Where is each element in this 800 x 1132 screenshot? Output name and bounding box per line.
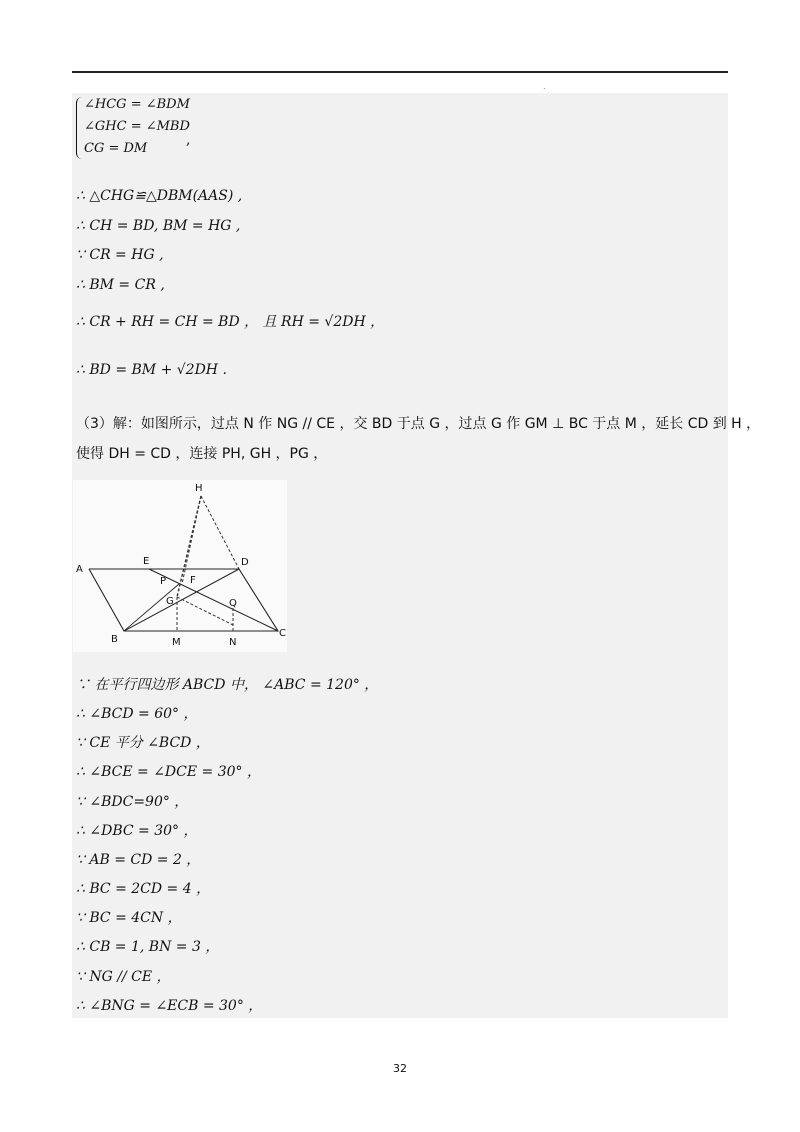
label-n: N bbox=[229, 637, 237, 648]
proof-line: ∴ BD = BM + √2DH . bbox=[76, 362, 227, 378]
proof-line: ∵ CR = HG , bbox=[76, 247, 164, 263]
header-dot: . bbox=[543, 82, 546, 91]
system-line-2: ∠GHC = ∠MBD bbox=[84, 119, 190, 134]
dashed-hd bbox=[201, 496, 239, 569]
step-line: ∵ AB = CD = 2 ， bbox=[76, 852, 201, 868]
step-line: ∴ ∠BCE = ∠DCE = 30° ， bbox=[76, 764, 261, 780]
label-a: A bbox=[76, 564, 83, 575]
label-m: M bbox=[172, 637, 181, 648]
label-q: Q bbox=[229, 598, 237, 609]
part3-line-2: 使得 DH = CD ，连接 PH, GH ，PG ， bbox=[76, 446, 328, 462]
dashed-gn bbox=[177, 597, 233, 625]
step-line: ∵ ∠BDC=90° ， bbox=[76, 794, 189, 810]
part3-line-1: （3）解：如图所示，过点 N 作 NG // CE ，交 BD 于点 G ，过点 G 作 GM ⊥ BC 于点 M ，延长 CD 到 H ， bbox=[76, 416, 761, 432]
system-line-1: ∠HCG = ∠BDM bbox=[84, 97, 190, 112]
diagonal-bd bbox=[124, 569, 239, 631]
proof-line: ∴ △CHG≌△DBM(AAS) , bbox=[76, 188, 243, 204]
figure-svg bbox=[73, 480, 287, 652]
header-rule bbox=[72, 71, 728, 73]
step-line: ∵ BC = 4CN ， bbox=[76, 910, 182, 926]
geometry-figure bbox=[73, 480, 287, 652]
step-line: ∵ 在平行四边形 ABCD 中， ∠ABC = 120° ， bbox=[76, 677, 379, 693]
label-c: C bbox=[279, 628, 286, 639]
dashed-hp bbox=[182, 496, 201, 584]
label-g: G bbox=[166, 596, 174, 607]
label-h: H bbox=[195, 483, 203, 494]
page-number: 32 bbox=[393, 1062, 407, 1075]
step-line: ∴ ∠BNG = ∠ECB = 30° ， bbox=[76, 998, 263, 1014]
proof-line: ∴ BM = CR , bbox=[76, 277, 165, 293]
proof-line: ∴ CH = BD, BM = HG , bbox=[76, 218, 241, 234]
step-line: ∴ ∠DBC = 30° ， bbox=[76, 823, 198, 839]
segment-bp bbox=[124, 584, 179, 631]
system-line-3: CG = DM bbox=[84, 141, 148, 156]
system-brace bbox=[76, 97, 84, 159]
step-line: ∴ ∠BCD = 60° ， bbox=[76, 706, 198, 722]
label-d: D bbox=[241, 557, 249, 568]
proof-line: ∴ CR + RH = CH = BD ， 且 RH = √2DH ， bbox=[76, 314, 385, 330]
step-line: ∴ BC = 2CD = 4 ， bbox=[76, 881, 211, 897]
label-f: F bbox=[190, 575, 196, 586]
step-line: ∵ NG // CE ， bbox=[76, 969, 171, 985]
label-b: B bbox=[111, 634, 118, 645]
system-trailing-comma: , bbox=[186, 132, 191, 148]
label-e: E bbox=[143, 556, 150, 567]
label-p: P bbox=[160, 576, 167, 587]
step-line: ∴ CB = 1, BN = 3 ， bbox=[76, 939, 220, 955]
step-line: ∵ CE 平分 ∠BCD ， bbox=[76, 735, 210, 751]
